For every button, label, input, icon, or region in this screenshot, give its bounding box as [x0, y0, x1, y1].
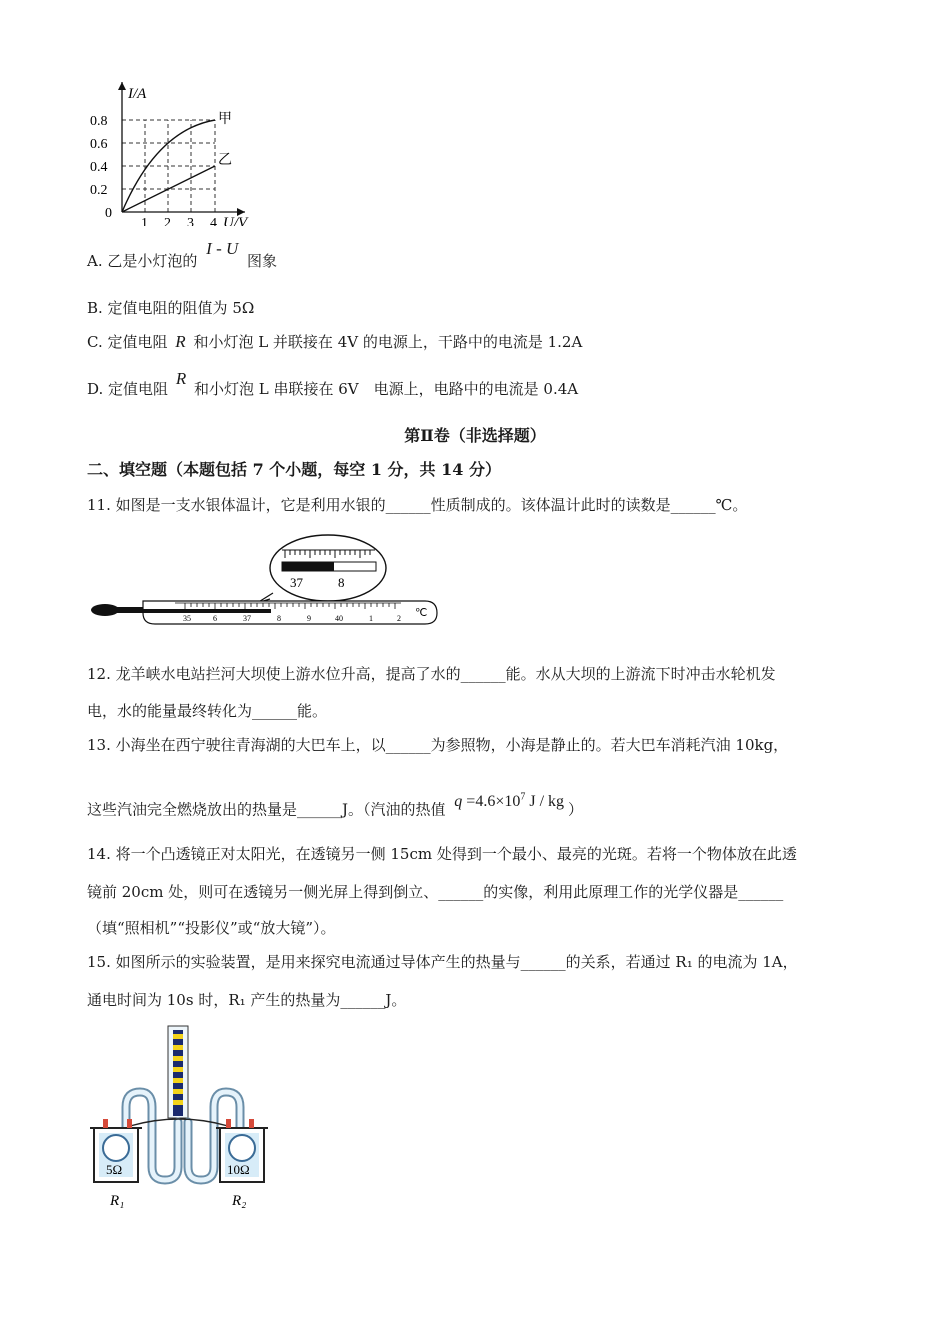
mercury-column [143, 609, 271, 613]
scale-label: 2 [397, 614, 401, 623]
left-container [103, 1135, 129, 1161]
question-15-line-1: 15. 如图所示的实验装置，是用来探究电流通过导体产生的热量与______的关系，若通过 R₁ 的电流为 1A， [87, 953, 798, 971]
option-d-suffix: 和小灯泡 L 串联接在 6V 电源上，电路中的电流是 0.4A [193, 380, 579, 398]
scale-label: 9 [307, 614, 311, 623]
x-tick: 4 [210, 216, 217, 226]
section-title: 第Ⅱ卷（非选择题） [404, 426, 546, 445]
option-d-prefix: D. 定值电阻 [87, 380, 169, 398]
scale-label: 40 [335, 614, 343, 623]
option-a-suffix: 图象 [247, 252, 278, 270]
y-tick: 0.4 [90, 160, 108, 175]
joule-heating-apparatus [88, 1022, 288, 1217]
iu-graph [85, 76, 265, 226]
x-tick: 2 [164, 216, 171, 226]
option-c-prefix: C. 定值电阻 [87, 333, 168, 351]
x-tick: 1 [141, 216, 148, 226]
x-tick: 3 [187, 216, 194, 226]
option-c [87, 332, 582, 352]
y-tick: 0.8 [90, 114, 108, 129]
right-resistance: 10Ω [227, 1162, 250, 1177]
option-a [87, 239, 278, 271]
heat-value-unit: J / kg [529, 793, 565, 811]
zoom-mercury-column [282, 562, 334, 571]
question-13-line-1: 13. 小海坐在西宁驶往青海湖的大巴车上，以______为参照物，小海是静止的。若大巴车消耗汽油 10kg， [87, 736, 789, 754]
origin-label: 0 [105, 206, 112, 221]
scale-label: 35 [183, 614, 191, 623]
y-tick: 0.2 [90, 183, 108, 198]
left-resistor-label: R₁ [110, 1193, 125, 1209]
question-12-line-1: 12. 龙羊峡水电站拦河大坝使上游水位升高，提高了水的______能。水从大坝的上游流下时冲击水轮机发 [87, 665, 776, 683]
thermometer-figure [85, 533, 445, 638]
scale-label: 37 [243, 614, 251, 623]
y-axis-label: I/A [128, 86, 147, 102]
question-12-line-2: 电，水的能量最终转化为______能。 [87, 702, 328, 720]
x-axis-label: U/V [223, 215, 248, 226]
zoom-label-37: 37 [290, 575, 303, 590]
curve-yi-label: 乙 [218, 153, 232, 168]
left-resistance: 5Ω [106, 1162, 123, 1177]
y-tick: 0.6 [90, 137, 108, 152]
question-14-line-1: 14. 将一个凸透镜正对太阳光，在透镜另一侧 15cm 处得到一个最小、最亮的光斑。若将一个物体放在此透 [87, 845, 797, 863]
question-11: 11. 如图是一支水银体温计，它是利用水银的______性质制成的。该体温计此时的读数是______℃。 [87, 496, 748, 514]
zoom-label-8: 8 [338, 575, 345, 590]
option-b: B. 定值电阻的阻值为 5Ω [87, 299, 255, 317]
heat-value-exponent: 7 [520, 792, 526, 803]
option-d [87, 369, 579, 399]
heat-value-symbol: q [454, 793, 463, 811]
question-13-close: ） [568, 800, 584, 819]
question-15-line-2: 通电时间为 10s 时，R₁ 产生的热量为______J。 [87, 991, 407, 1009]
question-14-line-2: 镜前 20cm 处，则可在透镜另一侧光屏上得到倒立、______的实像，利用此原理工作的光学仪器是______ [87, 883, 784, 901]
question-14-line-3: （填“照相机”“投影仪”或“放大镜”）。 [87, 919, 336, 937]
curve-jia-label: 甲 [218, 112, 232, 127]
option-c-suffix: 和小灯泡 L 并联接在 4V 的电源上，干路中的电流是 1.2A [193, 333, 583, 351]
question-13-text: 这些汽油完全燃烧放出的热量是______J。（汽油的热值 [87, 800, 446, 819]
option-c-math: R [175, 332, 186, 351]
unit-label: ℃ [415, 607, 428, 619]
heat-value-number: =4.6×10 [466, 793, 521, 811]
question-13-line-2 [87, 792, 584, 820]
thermometer-bulb [91, 604, 119, 616]
option-a-math: I - U [206, 239, 239, 258]
scale-label: 6 [213, 614, 217, 623]
option-a-prefix: A. 乙是小灯泡的 [87, 252, 198, 270]
right-resistor-label: R₂ [232, 1193, 247, 1209]
scale-label: 8 [277, 614, 281, 623]
scale-label: 1 [369, 614, 373, 623]
option-d-math: R [175, 369, 187, 388]
right-container [229, 1135, 255, 1161]
part-title: 二、填空题（本题包括 7 个小题，每空 1 分，共 14 分） [87, 460, 501, 479]
